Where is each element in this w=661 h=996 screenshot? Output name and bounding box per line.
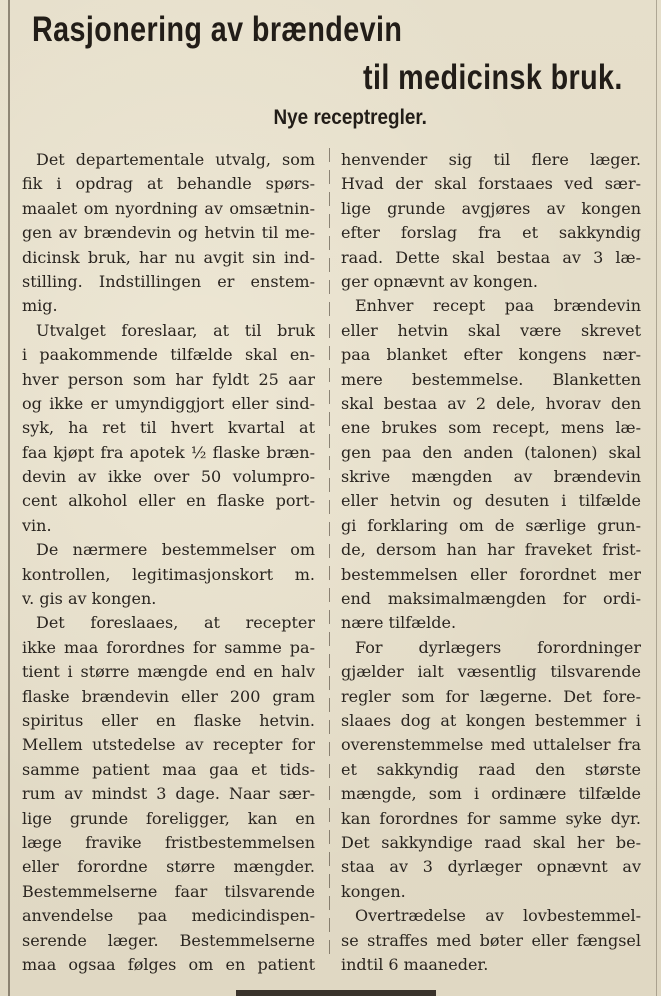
text-line: cent alkohol eller en flaske port-	[22, 491, 315, 511]
text-line: læge fravike fristbestemmelsen	[22, 832, 315, 852]
text-line: Det departementale utvalg, som	[36, 150, 315, 169]
text-line: indtil 6 maaneder.	[341, 954, 489, 974]
text-line: eller forordne større mængder.	[22, 857, 315, 877]
right-column	[341, 148, 641, 977]
text-line: De nærmere bestemmelser om	[36, 540, 315, 560]
headline-line-2: til medicinsk bruk.	[363, 58, 623, 97]
text-line: Enhver recept paa brændevin	[355, 296, 641, 316]
text-line: end maksimalmængden for ordi-	[341, 589, 641, 609]
left-border-line	[8, 0, 10, 996]
text-line: hver person som har fyldt 25 aar	[22, 369, 315, 389]
text-line: Hvad der skal forstaaes ved sær-	[341, 174, 641, 194]
text-line: syk, ha ret til hvert kvartal at	[22, 418, 315, 438]
text-line: de, dersom han har fraveket frist-	[341, 540, 641, 560]
text-line: lige grunde foreligger, kan en	[22, 808, 315, 828]
text-line: mængde, som i ordinære tilfælde	[341, 784, 641, 804]
text-line: Overtrædelse av lovbestemmel-	[355, 906, 641, 926]
text-line: kongen.	[341, 881, 406, 901]
text-line: Det sakkyndige raad skal her be-	[341, 832, 641, 852]
text-line: henvender sig til flere læger.	[341, 150, 641, 169]
text-line: gen av brændevin og hetvin til me-	[22, 223, 315, 243]
text-line: maa ogsaa følges om en patient	[22, 954, 315, 974]
text-line: Mellem utstedelse av recepter for	[22, 735, 315, 755]
text-line: mig.	[22, 296, 58, 316]
headline-line-1: Rasjonering av brændevin	[32, 10, 403, 49]
text-line: For dyrlægers forordninger	[355, 637, 641, 657]
text-line: ene brukes som recept, mens læ-	[341, 418, 641, 438]
text-line: v. gis av kongen.	[22, 589, 157, 609]
text-line: i paakommende tilfælde skal en-	[22, 345, 315, 365]
text-line: Utvalget foreslaar, at til bruk	[36, 320, 315, 340]
text-line: Bestemmelserne faar tilsvarende	[22, 881, 315, 901]
bottom-rule	[236, 990, 436, 996]
text-line: rum av mindst 3 dage. Naar sær-	[22, 784, 315, 804]
text-line: spiritus eller en flaske hetvin.	[22, 710, 315, 730]
column-divider	[329, 148, 330, 958]
text-line: faa kjøpt fra apotek ½ flaske bræn-	[22, 442, 315, 462]
text-line: regler som for lægerne. Det fore-	[341, 686, 641, 706]
text-line: samme patient maa gaa et tids-	[22, 759, 315, 779]
text-line: gi forklaring om de særlige grun-	[341, 515, 641, 535]
text-line: devin av ikke over 50 volumpro-	[22, 467, 315, 487]
text-line: efter forslag fra et sakkyndig	[341, 223, 641, 243]
text-line: anvendelse paa medicindispen-	[22, 906, 315, 926]
text-line: kan forordnes for samme syke dyr.	[341, 808, 641, 828]
text-line: se straffes med bøter eller fængsel	[341, 930, 641, 950]
text-line: nære tilfælde.	[341, 613, 457, 633]
text-line: fik i opdrag at behandle spørs-	[22, 174, 315, 194]
text-line: ger opnævnt av kongen.	[341, 271, 538, 291]
text-line: lige grunde avgjøres av kongen	[341, 198, 641, 218]
subheadline	[0, 106, 661, 130]
text-line: raad. Dette skal bestaa av 3 læ-	[341, 247, 641, 267]
text-line: vin.	[22, 515, 52, 535]
subheadline-text: Nye receptregler.	[273, 106, 428, 129]
right-border-line	[656, 0, 657, 996]
text-line: ikke maa forordnes for samme pa-	[22, 637, 315, 657]
text-line: gjælder ialt væsentlig tilsvarende	[341, 662, 641, 682]
text-line: stilling. Indstillingen er enstem-	[22, 271, 315, 291]
text-line: Det foreslaaes, at recepter	[36, 613, 315, 633]
text-line: eller hetvin skal være skrevet	[341, 320, 641, 340]
text-line: gen paa den anden (talonen) skal	[341, 442, 641, 462]
left-column	[22, 148, 315, 977]
text-line: serende læger. Bestemmelserne	[22, 930, 315, 950]
text-line: overenstemmelse med uttalelser fra	[341, 735, 641, 755]
text-line: slaaes dog at kongen bestemmer i	[341, 710, 641, 730]
text-line: eller hetvin og desuten i tilfælde	[341, 491, 641, 511]
text-line: kontrollen, legitimasjonskort m.	[22, 564, 315, 584]
text-line: dicinsk bruk, har nu avgit sin ind-	[22, 247, 315, 267]
text-line: staa av 3 dyrlæger opnævnt av	[341, 857, 641, 877]
text-line: tient i større mængde end en halv	[22, 662, 315, 682]
text-line: og ikke er umyndiggjort eller sind-	[22, 393, 315, 413]
text-line: mere bestemmelse. Blanketten	[341, 369, 641, 389]
text-line: bestemmelsen eller forordnet mer	[341, 564, 641, 584]
text-line: skrive mængden av brændevin	[341, 467, 641, 487]
text-line: paa blanket efter kongens nær-	[341, 345, 641, 365]
text-line: skal bestaa av 2 dele, hvorav den	[341, 393, 641, 413]
text-line: flaske brændevin eller 200 gram	[22, 686, 315, 706]
text-line: maalet om nyordning av omsætnin-	[22, 198, 315, 218]
text-line: et sakkyndig raad den største	[341, 759, 641, 779]
